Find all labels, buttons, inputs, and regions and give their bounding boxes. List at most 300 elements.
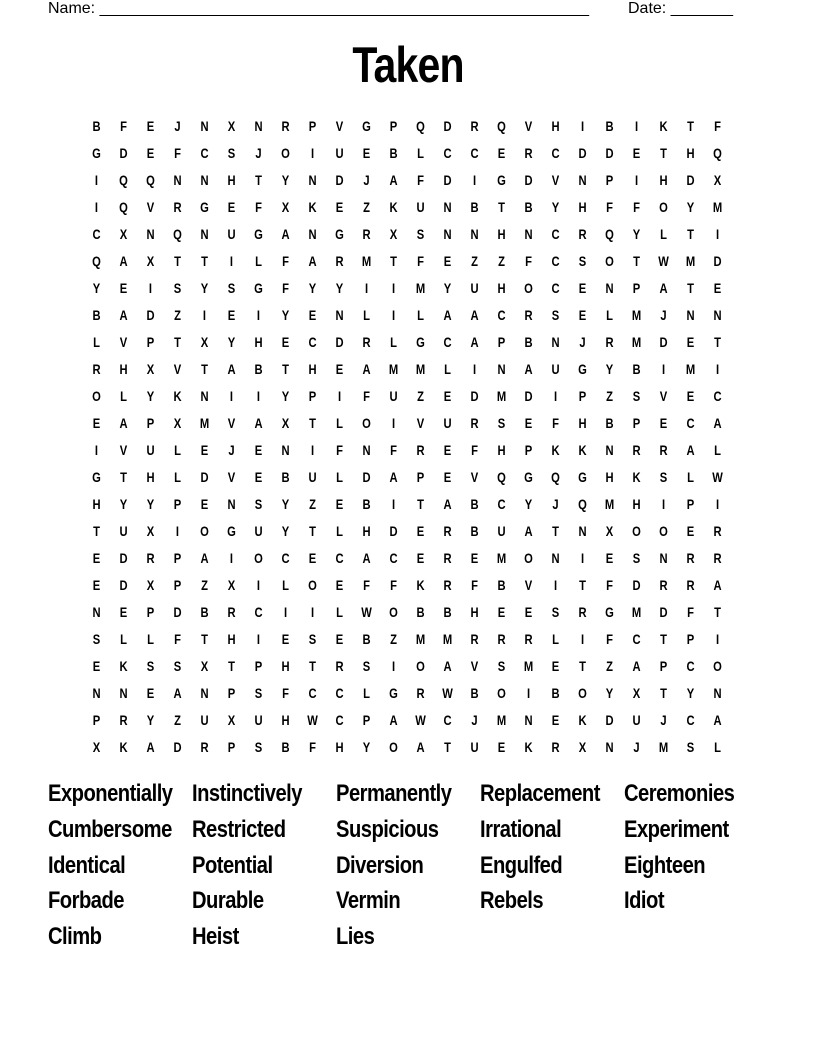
grid-cell: P	[686, 630, 695, 647]
grid-cell: I	[94, 198, 99, 215]
grid-cell: Z	[174, 306, 181, 323]
grid-cell: A	[389, 711, 398, 728]
word-bank-row	[48, 848, 768, 884]
grid-cell: U	[470, 279, 479, 296]
grid-cell: K	[389, 198, 398, 215]
grid-cell: C	[389, 549, 398, 566]
grid-cell: Z	[174, 711, 181, 728]
grid-cell: K	[659, 117, 668, 134]
grid-cell: E	[524, 603, 533, 620]
grid-cell: A	[713, 576, 722, 593]
grid-cell: M	[388, 360, 399, 377]
grid-cell: W	[307, 711, 318, 728]
grid-cell: E	[335, 198, 344, 215]
grid-cell: Q	[92, 252, 101, 269]
grid-cell: E	[335, 360, 344, 377]
grid-cell: B	[200, 603, 209, 620]
grid-cell: I	[661, 495, 666, 512]
grid-cell: Y	[92, 279, 101, 296]
grid-cell: E	[443, 441, 452, 458]
grid-cell: J	[363, 171, 370, 188]
grid-cell: F	[174, 144, 181, 161]
grid-cell: L	[606, 306, 613, 323]
grid-cell: N	[254, 117, 263, 134]
grid-cell: L	[174, 468, 181, 485]
grid-cell: W	[658, 252, 669, 269]
grid-cell: E	[227, 198, 236, 215]
grid-cell: I	[229, 549, 234, 566]
grid-cell: Z	[363, 198, 370, 215]
grid-cell: L	[390, 333, 397, 350]
grid-cell: E	[335, 495, 344, 512]
grid-cell: W	[415, 711, 426, 728]
grid-cell: N	[605, 279, 614, 296]
grid-row	[83, 544, 731, 571]
grid-cell: H	[281, 711, 290, 728]
grid-cell: V	[173, 360, 182, 377]
grid-cell: F	[552, 414, 559, 431]
grid-cell: A	[254, 414, 263, 431]
grid-cell: Q	[119, 171, 128, 188]
grid-cell: E	[605, 549, 614, 566]
grid-cell: L	[93, 333, 100, 350]
grid-cell: R	[200, 738, 209, 755]
grid-row	[83, 247, 731, 274]
grid-cell: B	[281, 468, 290, 485]
grid-cell: U	[308, 468, 317, 485]
grid-cell: C	[551, 252, 560, 269]
grid-cell: R	[443, 549, 452, 566]
grid-cell: I	[472, 171, 477, 188]
grid-cell: A	[362, 549, 371, 566]
grid-cell: D	[686, 171, 695, 188]
grid-cell: R	[578, 225, 587, 242]
grid-cell: C	[551, 144, 560, 161]
grid-cell: D	[389, 522, 398, 539]
grid-cell: C	[281, 549, 290, 566]
grid-cell: X	[119, 225, 128, 242]
grid-row	[83, 328, 731, 355]
grid-cell: N	[605, 441, 614, 458]
grid-cell: A	[443, 306, 452, 323]
grid-cell: F	[120, 117, 127, 134]
grid-cell: Z	[417, 387, 424, 404]
grid-cell: I	[580, 549, 585, 566]
grid-cell: I	[391, 657, 396, 674]
grid-cell: E	[578, 279, 587, 296]
grid-cell: E	[92, 549, 101, 566]
grid-cell: V	[119, 333, 128, 350]
grid-cell: H	[497, 225, 506, 242]
grid-cell: N	[200, 171, 209, 188]
grid-cell: X	[173, 414, 182, 431]
grid-cell: Z	[201, 576, 208, 593]
word-bank-item: Permanently	[336, 780, 452, 807]
grid-cell: R	[497, 630, 506, 647]
grid-cell: O	[200, 522, 209, 539]
grid-cell: B	[92, 306, 101, 323]
grid-cell: P	[227, 684, 236, 701]
grid-cell: Z	[471, 252, 478, 269]
grid-cell: D	[119, 144, 128, 161]
grid-cell: R	[578, 603, 587, 620]
grid-cell: S	[632, 549, 641, 566]
grid-cell: L	[336, 603, 343, 620]
grid-cell: M	[415, 630, 426, 647]
grid-cell: L	[282, 576, 289, 593]
grid-cell: Q	[605, 225, 614, 242]
grid-cell: U	[470, 738, 479, 755]
grid-cell: L	[714, 738, 721, 755]
grid-cell: R	[551, 738, 560, 755]
grid-cell: L	[660, 225, 667, 242]
grid-cell: R	[659, 441, 668, 458]
grid-cell: E	[281, 630, 290, 647]
grid-cell: N	[713, 306, 722, 323]
grid-cell: C	[335, 549, 344, 566]
grid-cell: Q	[578, 495, 587, 512]
grid-cell: R	[362, 333, 371, 350]
grid-cell: C	[443, 711, 452, 728]
grid-cell: V	[227, 414, 236, 431]
grid-cell: N	[308, 171, 317, 188]
word-bank-item: Restricted	[192, 815, 286, 843]
grid-cell: U	[254, 711, 263, 728]
word-bank-item: Idiot	[624, 887, 665, 915]
grid-cell: K	[119, 738, 128, 755]
grid-cell: N	[443, 225, 452, 242]
grid-cell: G	[254, 279, 263, 296]
grid-cell: F	[606, 198, 613, 215]
grid-cell: P	[173, 495, 182, 512]
grid-cell: E	[686, 387, 695, 404]
word-bank	[48, 776, 768, 955]
grid-cell: G	[416, 333, 425, 350]
grid-cell: P	[173, 576, 182, 593]
grid-cell: T	[309, 657, 316, 674]
grid-cell: C	[497, 495, 506, 512]
grid-cell: M	[415, 360, 426, 377]
grid-cell: B	[470, 522, 479, 539]
grid-cell: P	[632, 414, 641, 431]
word-bank-item: Experiment	[624, 815, 729, 843]
grid-cell: N	[362, 441, 371, 458]
grid-cell: I	[310, 603, 315, 620]
grid-cell: J	[579, 333, 586, 350]
grid-cell: Y	[686, 198, 695, 215]
word-bank-item: Heist	[192, 923, 239, 951]
grid-cell: T	[633, 252, 640, 269]
word-bank-item: Climb	[48, 923, 102, 951]
grid-cell: Y	[146, 711, 155, 728]
grid-cell: N	[497, 360, 506, 377]
grid-cell: C	[335, 711, 344, 728]
grid-cell: D	[362, 468, 371, 485]
grid-cell: M	[712, 198, 723, 215]
grid-cell: K	[524, 738, 533, 755]
grid-cell: T	[444, 738, 451, 755]
grid-cell: P	[146, 414, 155, 431]
grid-cell: P	[605, 171, 614, 188]
grid-cell: I	[94, 441, 99, 458]
grid-cell: I	[256, 630, 261, 647]
grid-cell: E	[362, 144, 371, 161]
grid-cell: A	[632, 657, 641, 674]
grid-cell: A	[659, 279, 668, 296]
grid-cell: E	[254, 441, 263, 458]
grid-cell: I	[283, 603, 288, 620]
grid-cell: F	[471, 441, 478, 458]
grid-cell: M	[658, 738, 669, 755]
grid-cell: O	[713, 657, 722, 674]
grid-cell: N	[578, 171, 587, 188]
grid-cell: R	[713, 522, 722, 539]
grid-cell: A	[524, 360, 533, 377]
grid-cell: X	[146, 576, 155, 593]
grid-cell: Y	[200, 279, 209, 296]
grid-cell: Q	[497, 117, 506, 134]
grid-cell: O	[362, 414, 371, 431]
grid-cell: V	[524, 576, 533, 593]
grid-cell: Y	[524, 495, 533, 512]
grid-cell: D	[524, 387, 533, 404]
grid-cell: T	[309, 522, 316, 539]
grid-cell: L	[552, 630, 559, 647]
grid-cell: F	[390, 576, 397, 593]
grid-cell: X	[281, 198, 290, 215]
word-bank-item: Forbade	[48, 887, 125, 915]
grid-cell: A	[470, 333, 479, 350]
grid-cell: H	[119, 360, 128, 377]
grid-cell: T	[174, 252, 181, 269]
grid-cell: O	[389, 603, 398, 620]
grid-cell: X	[713, 171, 722, 188]
grid-cell: A	[443, 657, 452, 674]
grid-cell: I	[580, 630, 585, 647]
grid-cell: G	[335, 225, 344, 242]
grid-cell: O	[308, 576, 317, 593]
grid-cell: S	[578, 252, 587, 269]
grid-cell: E	[713, 279, 722, 296]
grid-cell: S	[146, 657, 155, 674]
word-bank-item: Durable	[192, 887, 264, 915]
grid-cell: B	[605, 414, 614, 431]
grid-cell: D	[173, 738, 182, 755]
grid-cell: Y	[308, 279, 317, 296]
grid-row	[83, 220, 731, 247]
grid-cell: M	[523, 657, 534, 674]
grid-cell: E	[146, 684, 155, 701]
grid-cell: X	[200, 657, 209, 674]
word-bank-item: Vermin	[336, 887, 401, 915]
grid-cell: T	[120, 468, 127, 485]
grid-cell: L	[363, 684, 370, 701]
grid-cell: H	[686, 144, 695, 161]
grid-cell: W	[712, 468, 723, 485]
grid-cell: X	[146, 522, 155, 539]
grid-cell: N	[578, 522, 587, 539]
grid-row	[83, 625, 731, 652]
grid-cell: Y	[605, 360, 614, 377]
grid-cell: E	[308, 549, 317, 566]
grid-cell: Z	[498, 252, 505, 269]
grid-cell: P	[146, 603, 155, 620]
grid-cell: V	[470, 468, 479, 485]
grid-cell: E	[200, 441, 209, 458]
grid-cell: E	[119, 279, 128, 296]
word-bank-item: Eighteen	[624, 851, 706, 879]
grid-cell: H	[605, 468, 614, 485]
grid-cell: L	[174, 441, 181, 458]
grid-cell: D	[173, 603, 182, 620]
grid-cell: R	[686, 576, 695, 593]
grid-row	[83, 301, 731, 328]
grid-cell: N	[470, 225, 479, 242]
grid-cell: H	[497, 279, 506, 296]
grid-cell: C	[497, 306, 506, 323]
word-bank-item: Rebels	[480, 887, 544, 915]
grid-row	[83, 571, 731, 598]
grid-cell: E	[470, 549, 479, 566]
grid-cell: A	[524, 522, 533, 539]
grid-cell: F	[282, 252, 289, 269]
grid-cell: R	[524, 306, 533, 323]
grid-cell: B	[632, 360, 641, 377]
grid-cell: E	[254, 468, 263, 485]
grid-cell: V	[470, 657, 479, 674]
grid-cell: A	[713, 414, 722, 431]
grid-cell: I	[229, 252, 234, 269]
name-field-line: Name: _______________________________________________________	[48, 0, 589, 17]
grid-cell: I	[391, 279, 396, 296]
grid-cell: C	[686, 657, 695, 674]
grid-cell: M	[631, 603, 642, 620]
grid-cell: Y	[281, 387, 290, 404]
grid-cell: Y	[362, 738, 371, 755]
grid-cell: M	[415, 279, 426, 296]
grid-cell: E	[443, 387, 452, 404]
grid-cell: Z	[606, 387, 613, 404]
grid-cell: X	[146, 360, 155, 377]
grid-cell: E	[416, 549, 425, 566]
grid-cell: M	[361, 252, 372, 269]
grid-cell: L	[444, 360, 451, 377]
grid-cell: L	[687, 468, 694, 485]
grid-cell: H	[254, 333, 263, 350]
grid-cell: N	[524, 225, 533, 242]
grid-cell: R	[659, 576, 668, 593]
grid-cell: R	[281, 117, 290, 134]
grid-cell: K	[551, 441, 560, 458]
grid-cell: T	[714, 333, 721, 350]
grid-cell: R	[173, 198, 182, 215]
grid-cell: H	[551, 117, 560, 134]
word-bank-row	[48, 919, 768, 955]
grid-cell: V	[146, 198, 155, 215]
grid-cell: T	[201, 360, 208, 377]
grid-row	[83, 112, 731, 139]
grid-cell: H	[659, 171, 668, 188]
grid-cell: F	[174, 630, 181, 647]
grid-cell: B	[92, 117, 101, 134]
grid-row	[83, 193, 731, 220]
grid-cell: D	[605, 711, 614, 728]
grid-cell: R	[362, 225, 371, 242]
grid-cell: D	[578, 144, 587, 161]
grid-cell: E	[92, 576, 101, 593]
grid-cell: F	[714, 117, 721, 134]
grid-cell: F	[417, 252, 424, 269]
grid-cell: T	[687, 225, 694, 242]
grid-cell: H	[362, 522, 371, 539]
grid-cell: A	[173, 684, 182, 701]
grid-cell: D	[605, 144, 614, 161]
grid-cell: C	[443, 144, 452, 161]
grid-cell: B	[524, 198, 533, 215]
grid-cell: P	[578, 387, 587, 404]
grid-cell: R	[605, 333, 614, 350]
grid-cell: I	[202, 306, 207, 323]
grid-cell: T	[579, 576, 586, 593]
grid-cell: H	[146, 468, 155, 485]
grid-cell: J	[471, 711, 478, 728]
grid-cell: R	[416, 684, 425, 701]
grid-cell: Z	[606, 657, 613, 674]
word-bank-item: Exponentially	[48, 780, 173, 807]
grid-cell: F	[363, 576, 370, 593]
grid-cell: N	[443, 198, 452, 215]
grid-cell: F	[309, 738, 316, 755]
grid-cell: D	[659, 333, 668, 350]
grid-cell: Y	[281, 306, 290, 323]
grid-cell: W	[442, 684, 453, 701]
grid-cell: B	[362, 495, 371, 512]
grid-cell: M	[496, 387, 507, 404]
grid-cell: X	[605, 522, 614, 539]
grid-cell: E	[308, 306, 317, 323]
word-bank-item: Irrational	[480, 815, 562, 843]
grid-cell: E	[335, 576, 344, 593]
grid-cell: I	[364, 279, 369, 296]
grid-cell: C	[254, 603, 263, 620]
grid-cell: C	[632, 630, 641, 647]
grid-cell: Q	[551, 468, 560, 485]
grid-cell: M	[604, 495, 615, 512]
grid-cell: C	[713, 387, 722, 404]
word-bank-item: Engulfed	[480, 851, 563, 879]
grid-cell: D	[119, 576, 128, 593]
grid-cell: B	[470, 198, 479, 215]
grid-cell: M	[199, 414, 210, 431]
grid-cell: I	[256, 387, 261, 404]
grid-cell: N	[200, 225, 209, 242]
grid-cell: T	[579, 657, 586, 674]
grid-cell: E	[281, 333, 290, 350]
grid-cell: D	[713, 252, 722, 269]
grid-cell: X	[281, 414, 290, 431]
grid-cell: T	[687, 117, 694, 134]
grid-cell: S	[551, 306, 560, 323]
grid-cell: C	[551, 279, 560, 296]
grid-cell: T	[255, 171, 262, 188]
grid-cell: F	[606, 576, 613, 593]
grid-cell: O	[254, 549, 263, 566]
grid-cell: C	[551, 225, 560, 242]
grid-cell: P	[92, 711, 101, 728]
grid-cell: N	[92, 603, 101, 620]
grid-cell: Y	[281, 171, 290, 188]
grid-cell: B	[254, 360, 263, 377]
